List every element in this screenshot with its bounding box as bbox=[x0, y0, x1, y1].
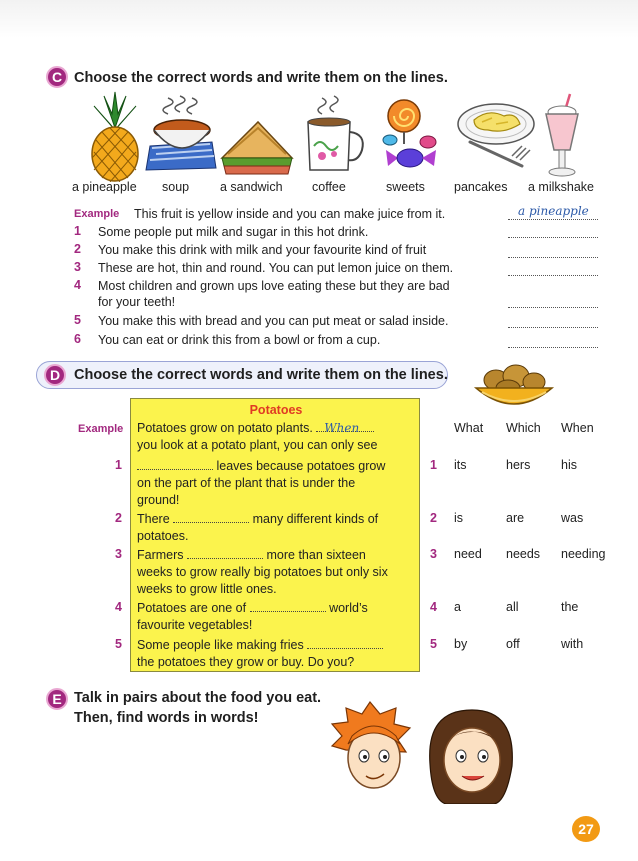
question-number: 6 bbox=[74, 332, 81, 346]
gap-text: weeks to grow little ones. bbox=[137, 582, 277, 596]
sweets-picture bbox=[374, 96, 446, 176]
section-e-badge: E bbox=[46, 688, 68, 710]
gap-text: weeks to grow really big potatoes but only six bbox=[137, 565, 388, 579]
answer-line-4[interactable] bbox=[508, 294, 598, 308]
gap-text: Potatoes are one of bbox=[137, 601, 247, 615]
section-c-title: Choose the correct words and write them on the lines. bbox=[74, 70, 448, 86]
question-number: 5 bbox=[74, 313, 81, 327]
gap-line bbox=[137, 600, 417, 617]
gap-number: 2 bbox=[115, 511, 122, 525]
sandwich-picture bbox=[218, 118, 296, 176]
gap-blank-1[interactable] bbox=[137, 458, 213, 470]
question-number: 2 bbox=[74, 242, 81, 256]
option[interactable]: by bbox=[454, 637, 468, 651]
word-pineapple: a pineapple bbox=[72, 180, 137, 194]
answer-line-3[interactable] bbox=[508, 262, 598, 276]
pineapple-picture bbox=[82, 90, 148, 182]
answer-line-5[interactable] bbox=[508, 314, 598, 328]
question-text: These are hot, thin and round. You can put lemon juice on them. bbox=[98, 261, 454, 275]
gap-number: 3 bbox=[115, 547, 122, 561]
gap-text: world’s bbox=[329, 601, 368, 615]
gap-line bbox=[137, 637, 417, 654]
example-label: Example bbox=[74, 208, 120, 220]
gap-text: leaves because potatoes grow bbox=[216, 459, 386, 473]
example-answer: When bbox=[324, 421, 360, 435]
question-text: You make this drink with milk and your favourite kind of fruit bbox=[98, 243, 427, 257]
milkshake-picture bbox=[538, 92, 588, 180]
gap-text: on the part of the plant that is under the bbox=[137, 476, 356, 490]
gap-line bbox=[137, 458, 417, 475]
option[interactable]: was bbox=[561, 511, 584, 525]
option[interactable]: hers bbox=[506, 458, 531, 472]
question-number: 4 bbox=[74, 278, 81, 292]
question-text: You make this with bread and you can put meat or salad inside. bbox=[98, 314, 449, 328]
answer-line-2[interactable] bbox=[508, 244, 598, 258]
gap-text: many different kinds of bbox=[252, 512, 379, 526]
gap-text: There bbox=[137, 512, 170, 526]
potatoes-text-box bbox=[130, 398, 420, 672]
option[interactable]: is bbox=[454, 511, 464, 525]
word-pancakes: pancakes bbox=[454, 180, 508, 194]
gap-text: potatoes. bbox=[137, 529, 189, 543]
example-answer: a pineapple bbox=[518, 204, 589, 218]
gap-number: 1 bbox=[115, 458, 122, 472]
gap-text: the potatoes they grow or buy. Do you? bbox=[137, 655, 355, 669]
example-label: Example bbox=[78, 423, 124, 435]
gap-blank-4[interactable] bbox=[250, 600, 326, 612]
gap-text: favourite vegetables! bbox=[137, 618, 253, 632]
section-e-line-2: Then, find words in words! bbox=[74, 710, 259, 726]
example-line-2: you look at a potato plant, you can only see bbox=[137, 438, 378, 452]
gap-text: Farmers bbox=[137, 548, 184, 562]
answer-line-1[interactable] bbox=[508, 224, 598, 238]
option[interactable]: all bbox=[506, 600, 519, 614]
option[interactable]: off bbox=[506, 637, 520, 651]
word-coffee: coffee bbox=[312, 180, 346, 194]
option[interactable]: needs bbox=[506, 547, 541, 561]
coffee-picture bbox=[300, 94, 368, 176]
top-shadow bbox=[0, 0, 638, 38]
gap-blank-3[interactable] bbox=[187, 547, 263, 559]
option-number: 3 bbox=[430, 547, 437, 561]
option[interactable]: are bbox=[506, 511, 525, 525]
option[interactable]: needing bbox=[561, 547, 606, 561]
word-sandwich: a sandwich bbox=[220, 180, 283, 194]
option[interactable]: the bbox=[561, 600, 579, 614]
gap-text: more than sixteen bbox=[266, 548, 366, 562]
option[interactable]: with bbox=[561, 637, 584, 651]
question-text: You can eat or drink this from a bowl or from a cup. bbox=[98, 333, 381, 347]
gap-blank-5[interactable] bbox=[307, 637, 383, 649]
answer-line-6[interactable] bbox=[508, 334, 598, 348]
gap-number: 5 bbox=[115, 637, 122, 651]
potato-bowl-picture bbox=[472, 360, 556, 414]
question-text: Most children and grown ups love eating these but they are bad bbox=[98, 279, 450, 293]
gap-number: 4 bbox=[115, 600, 122, 614]
option-number: 1 bbox=[430, 458, 437, 472]
option: When bbox=[561, 421, 594, 435]
example-blank bbox=[316, 420, 374, 435]
section-e-line-1: Talk in pairs about the food you eat. bbox=[74, 690, 322, 706]
pancakes-picture bbox=[452, 100, 536, 174]
gap-line bbox=[137, 547, 417, 564]
section-c-badge: C bbox=[46, 66, 68, 88]
example-line-1 bbox=[137, 420, 417, 437]
gap-blank-2[interactable] bbox=[173, 511, 249, 523]
question-text: Some people put milk and sugar in this hot drink. bbox=[98, 225, 369, 239]
example-sentence: This fruit is yellow inside and you can make juice from it. bbox=[134, 207, 446, 221]
word-milkshake: a milkshake bbox=[528, 180, 594, 194]
option[interactable]: a bbox=[454, 600, 461, 614]
word-soup: soup bbox=[162, 180, 190, 194]
option: Which bbox=[506, 421, 541, 435]
question-number: 3 bbox=[74, 260, 81, 274]
option-number: 2 bbox=[430, 511, 437, 525]
word-sweets: sweets bbox=[386, 180, 425, 194]
option[interactable]: his bbox=[561, 458, 577, 472]
option: What bbox=[454, 421, 484, 435]
section-d-badge: D bbox=[44, 364, 66, 386]
page-number: 27 bbox=[572, 816, 600, 842]
example-text: Potatoes grow on potato plants. bbox=[137, 421, 313, 435]
section-d-title: Choose the correct words and write them on the lines. bbox=[74, 367, 448, 383]
box-title: Potatoes bbox=[249, 403, 303, 417]
option[interactable]: its bbox=[454, 458, 467, 472]
option[interactable]: need bbox=[454, 547, 482, 561]
gap-text: ground! bbox=[137, 493, 180, 507]
section-e-title bbox=[74, 688, 321, 728]
soup-picture bbox=[142, 94, 220, 172]
option-number: 4 bbox=[430, 600, 437, 614]
question-text-continued: for your teeth! bbox=[98, 295, 176, 309]
gap-text: Some people like making fries bbox=[137, 638, 304, 652]
two-children-picture bbox=[326, 700, 522, 804]
gap-line bbox=[137, 511, 417, 528]
question-number: 1 bbox=[74, 224, 81, 238]
option-number: 5 bbox=[430, 637, 437, 651]
